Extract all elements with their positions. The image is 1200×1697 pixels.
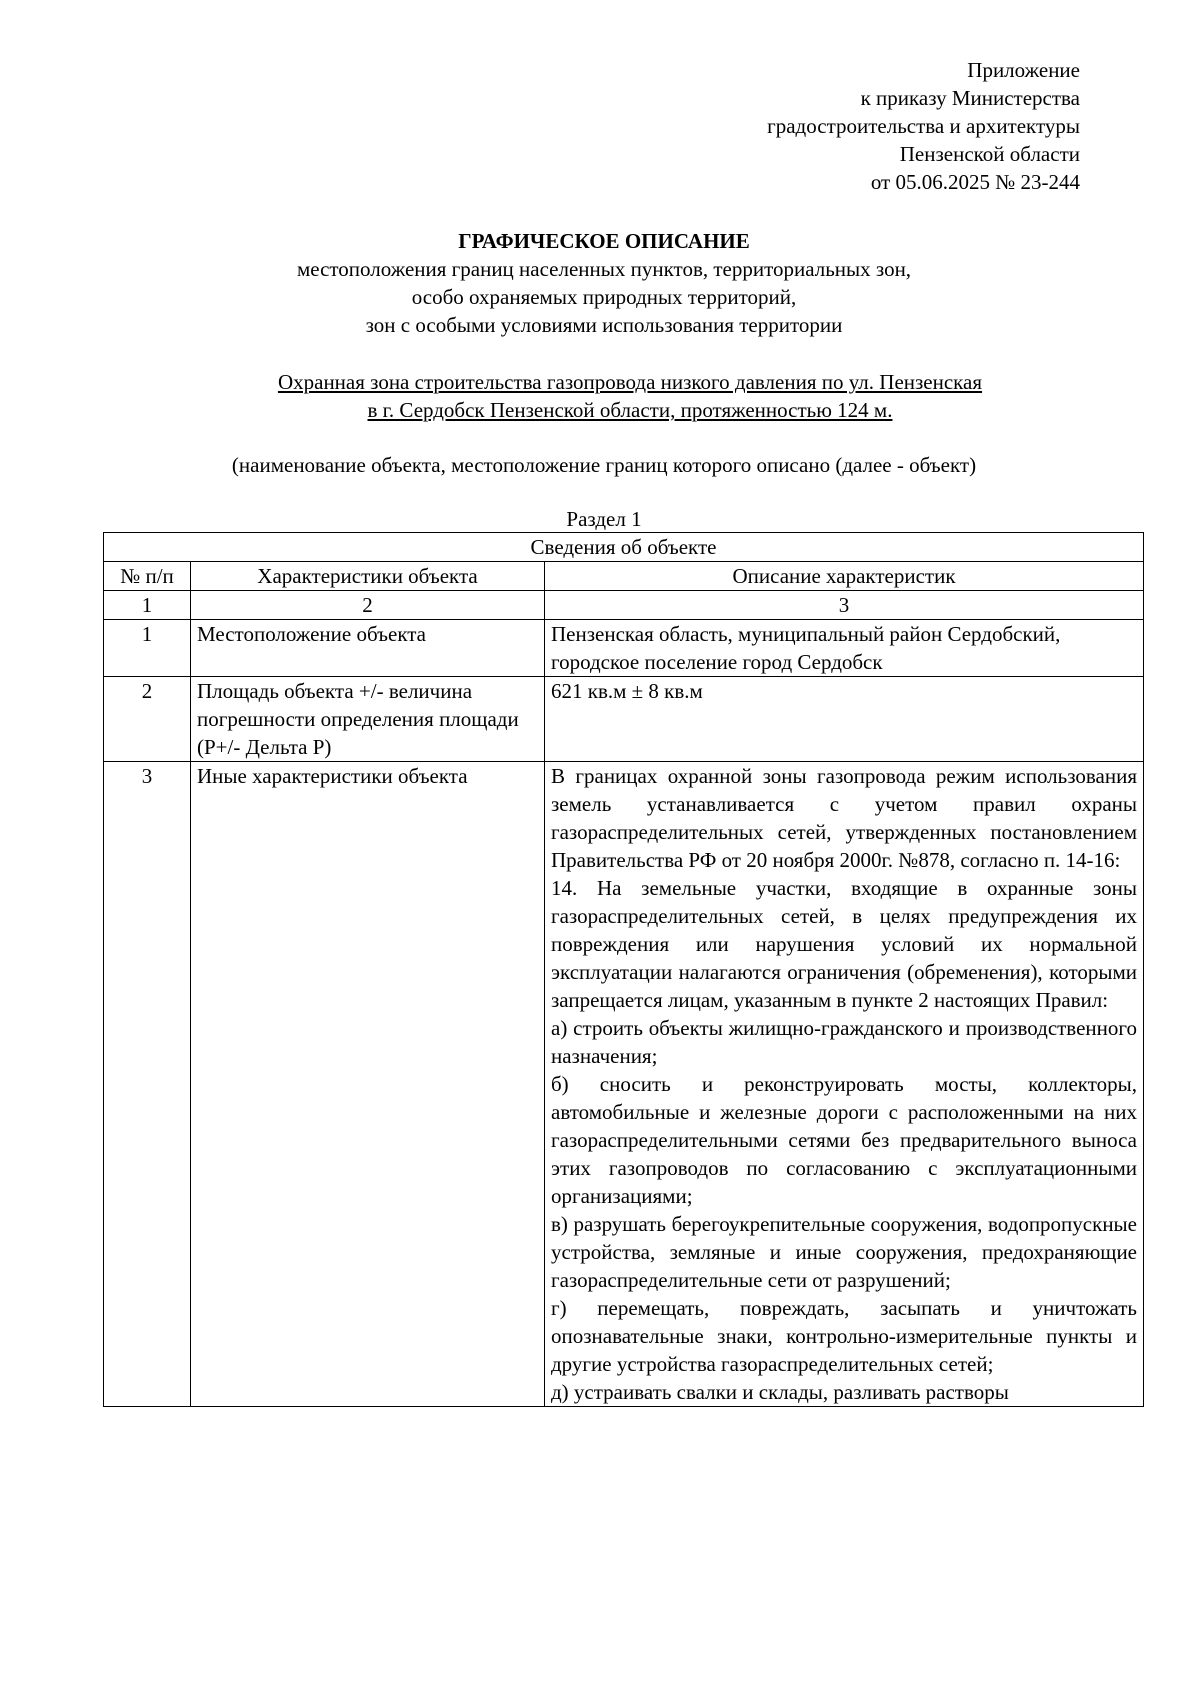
table-row	[104, 620, 1144, 677]
object-info-table	[103, 532, 1144, 1407]
title-main: ГРАФИЧЕСКОЕ ОПИСАНИЕ	[458, 229, 750, 253]
table-row	[104, 677, 1144, 762]
column-number: 2	[191, 591, 545, 620]
object-caption: (наименование объекта, местоположение границ которого описано (далее - объект)	[231, 453, 977, 477]
appendix-line: Приложение	[967, 58, 1080, 82]
row-characteristic: Площадь объекта +/- величина погрешности определения площади (Р+/- Дельта Р)	[191, 677, 545, 762]
row-description	[545, 762, 1144, 1407]
description-paragraph: б) сносить и реконструировать мосты, коллекторы, автомобильные и железные дороги с расположенными на них газораспределительными сетями без предварительного выноса этих газопроводов по согласованию с эксплуатационными организациями;	[551, 1072, 1137, 1208]
row-number: 2	[104, 677, 191, 762]
appendix-line: градостроительства и архитектуры	[767, 114, 1080, 138]
section-label: Раздел 1	[566, 507, 642, 531]
description-paragraph: д) устраивать свалки и склады, разливать растворы	[551, 1380, 1009, 1404]
row-description: Пензенская область, муниципальный район Сердобский, городское поселение город Сердобск	[545, 620, 1144, 677]
title-line: зон с особыми условиями использования территории	[365, 313, 843, 337]
appendix-line: от 05.06.2025 № 23-244	[870, 170, 1080, 194]
column-number: 1	[104, 591, 191, 620]
row-number: 3	[104, 762, 191, 1407]
row-characteristic: Иные характеристики объекта	[191, 762, 545, 1407]
description-paragraph: В границах охранной зоны газопровода режим использования земель устанавливается с учетом правил охраны газораспределительных сетей, утвержденных постановлением Правительства РФ от 20 ноября 2000г. №878, согласно п. 14-16:	[551, 764, 1137, 872]
appendix-line: к приказу Министерства	[860, 86, 1080, 110]
table-header: Сведения об объекте	[104, 533, 1144, 562]
column-header: Характеристики объекта	[191, 562, 545, 591]
row-number: 1	[104, 620, 191, 677]
table-row	[104, 762, 1144, 1407]
column-number: 3	[545, 591, 1144, 620]
column-numbers-row	[104, 591, 1144, 620]
appendix-header	[380, 56, 1080, 196]
table-header-row	[104, 533, 1144, 562]
appendix-line: Пензенской области	[899, 142, 1080, 166]
object-name	[130, 368, 1130, 424]
description-paragraph: 14. На земельные участки, входящие в охранные зоны газораспределительных сетей, в целях предупреждения их повреждения или нарушения условий их нормальной эксплуатации налагаются ограничения (обременения), которыми запрещается лицам, указанным в пункте 2 настоящих Правил:	[551, 876, 1137, 1012]
description-paragraph: г) перемещать, повреждать, засыпать и уничтожать опознавательные знаки, контрольно-измерительные пункты и другие устройства газораспределительных сетей;	[551, 1296, 1137, 1376]
object-name-line: Охранная зона строительства газопровода низкого давления по ул. Пензенская	[277, 370, 983, 394]
column-header: № п/п	[104, 562, 191, 591]
object-name-line: в г. Сердобск Пензенской области, протяженностью 124 м.	[367, 398, 893, 422]
title-line: местоположения границ населенных пунктов, территориальных зон,	[296, 257, 912, 281]
description-paragraph: а) строить объекты жилищно-гражданского и производственного назначения;	[551, 1016, 1137, 1068]
title-line: особо охраняемых природных территорий,	[411, 285, 797, 309]
column-header: Описание характеристик	[545, 562, 1144, 591]
description-paragraph: в) разрушать берегоукрепительные сооружения, водопропускные устройства, земляные и иные сооружения, предохраняющие газораспределительные сети от разрушений;	[551, 1212, 1137, 1292]
column-headers-row	[104, 562, 1144, 591]
document-title	[104, 227, 1104, 339]
row-characteristic: Местоположение объекта	[191, 620, 545, 677]
row-description: 621 кв.м ± 8 кв.м	[545, 677, 1144, 762]
